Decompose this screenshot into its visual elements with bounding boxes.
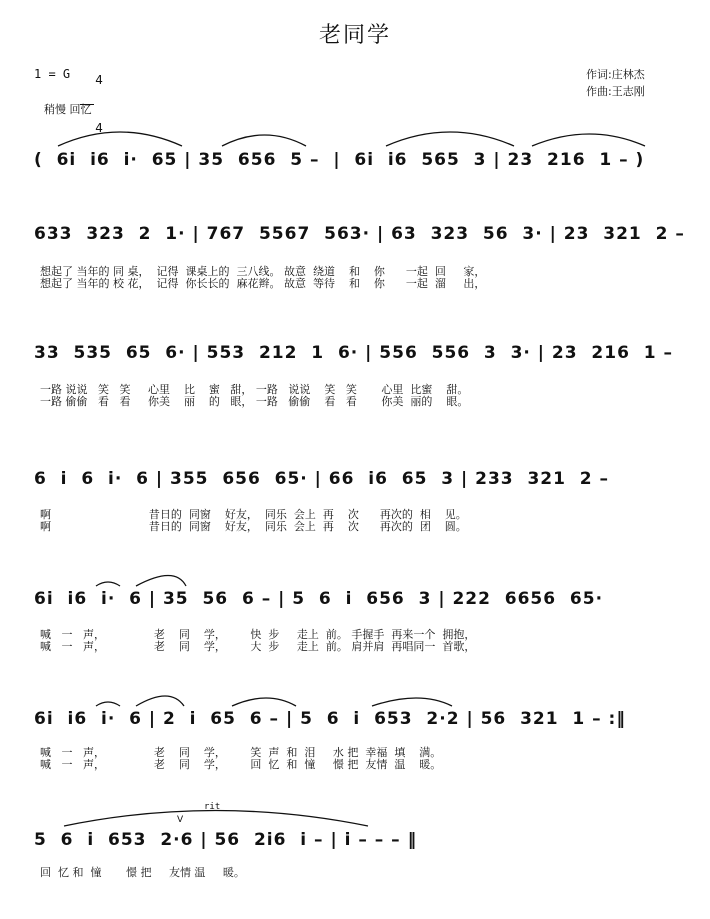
song-title: 老同学: [318, 23, 391, 48]
system-3-notes: 33 535 65 6· | 553 212 1 6· | 556 556 3 3· | 23 216 1 –: [34, 343, 673, 363]
slur: [232, 698, 296, 706]
system-4-notes: 6 i 6 i· 6 | 355 656 65· | 66 i6 65 3 | 233 321 2 –: [34, 469, 610, 489]
slur: [136, 576, 186, 587]
system-6-lyrics-verse-2: 喊 一 声， 老 同 学， 回 忆 和 憧 憬 把 友情 温 暖。: [40, 758, 442, 771]
slur: [532, 134, 645, 146]
system-2-lyrics-verse-2: 想起了 当年的 校 花， 记得 你长长的 麻花辫。 故意 等待 和 你 一起 溜 出，: [40, 277, 486, 290]
system-2-lyrics-verse-1: 想起了 当年的 同 桌， 记得 课桌上的 三八线。 故意 绕道 和 你 一起 回 家，: [40, 265, 486, 278]
system-7-notes: 5 6 i 653 2·6 | 56 2i6 i – | i – – – ‖: [34, 830, 418, 850]
slur: [96, 582, 120, 586]
system-5-notes: 6i i6 i· 6 | 35 56 6 – | 5 6 i 656 3 | 222 6656 65·: [34, 589, 604, 609]
system-2-notes: 633 323 2 1· | 767 5567 563· | 63 323 56 3· | 23 321 2 –: [34, 224, 685, 244]
composer-credit: 作曲:王志刚: [586, 85, 645, 98]
breath-mark: V: [177, 815, 184, 825]
time-signature-bottom: 4: [95, 121, 103, 135]
system-6-lyrics-verse-1: 喊 一 声， 老 同 学， 笑 声 和 泪 水 把 幸福 填 满。: [40, 746, 442, 759]
slur: [136, 696, 184, 706]
time-signature-top: 4: [95, 73, 103, 87]
system-3-lyrics-verse-1: 一路 说说 笑 笑 心里 比 蜜 甜， 一路 说说 笑 笑 心里 比蜜 甜。: [40, 383, 469, 396]
slur: [58, 132, 182, 146]
system-5-lyrics-verse-2: 喊 一 声， 老 同 学， 大 步 走上 前。 肩并肩 再唱同一 首歌，: [40, 640, 476, 653]
ritardando-marking: rit: [204, 802, 221, 812]
slur: [64, 811, 368, 827]
system-6-notes: 6i i6 i· 6 | 2 i 65 6 – | 5 6 i 653 2·2 | 56 321 1 – :‖: [34, 709, 626, 729]
system-7-lyrics: 回 忆 和 憧 憬 把 友情 温 暖。: [40, 866, 245, 879]
system-5-lyrics-verse-1: 喊 一 声， 老 同 学， 快 步 走上 前。 手握手 再来一个 拥抱，: [40, 628, 476, 641]
tempo-marking: 稍慢 回忆: [44, 103, 92, 116]
slur: [222, 135, 306, 146]
slur: [386, 132, 514, 146]
system-4-lyrics-verse-2: 啊 昔日的 同窗 好友， 同乐 会上 再 次 再次的 团 圆。: [40, 520, 467, 533]
slur: [96, 702, 120, 706]
system-1-notes: ( 6i i6 i· 65 | 35 656 5 – | 6i i6 565 3 | 23 216 1 – ): [34, 150, 645, 170]
slur: [372, 698, 452, 706]
key-signature: 1 = G: [34, 67, 71, 81]
lyricist-credit: 作词:庄林杰: [586, 68, 645, 81]
system-3-lyrics-verse-2: 一路 偷偷 看 看 你美 丽 的 眼， 一路 偷偷 看 看 你美 丽的 眼。: [40, 395, 469, 408]
system-4-lyrics-verse-1: 啊 昔日的 同窗 好友， 同乐 会上 再 次 再次的 相 见。: [40, 508, 467, 521]
